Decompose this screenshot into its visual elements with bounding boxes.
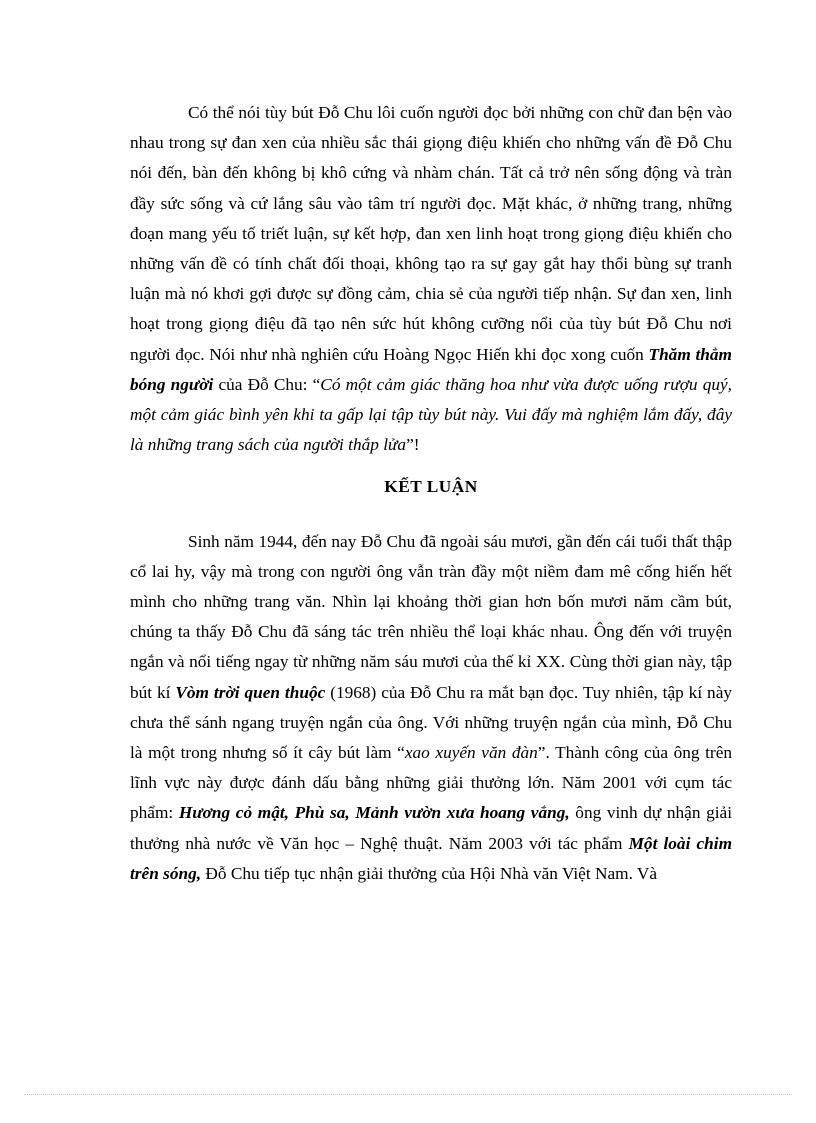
paragraph2-text: Sinh năm 1944, đến nay Đỗ Chu đã ngoài sáu mươi, gần đến cái tuổi thất thập cổ lai hy, vậy mà trong con người ông vẫn tràn đầy một niềm đam mê cống hiến hết mình cho những trang văn. Nhìn lại khoảng thời gian hơn bốn mươi năm cầm bút, chúng ta thấy Đỗ Chu đã sáng tác trên nhiều thể loại khác nhau. Ông đến với truyện ngắn và nổi tiếng ngay từ những năm sáu mươi của thế kỉ XX. Cùng thời gian này, tập bút kí [130, 531, 732, 702]
section-heading-ket-luan: KẾT LUẬN [384, 477, 478, 497]
book-titles-award-2001: Hương cỏ mật, Phù sa, Mảnh vườn xưa hoang vắng, [178, 803, 570, 823]
page-bottom-divider [24, 1094, 792, 1095]
paragraph1-text-2: của Đỗ Chu: “ [213, 374, 321, 394]
paragraph2-text-5: Đỗ Chu tiếp tục nhận giải thưởng của Hội Nhà văn Việt Nam. Và [201, 863, 658, 883]
paragraph2-text-3: ”. Thành công của ông trên lĩnh vực này được đánh dấu bằng những giải thưởng lớn. Năm 2001 với cụm tác phẩm: [130, 743, 733, 823]
book-title-vom-troi-quen-thuoc: Vòm trời quen thuộc [175, 682, 326, 702]
document-page [130, 98, 732, 889]
paragraph2-text-4: ông vinh dự nhận giải thưởng nhà nước về Văn học – Nghệ thuật. Năm 2003 với tác phẩm [130, 803, 733, 853]
paragraph2-text-2: (1968) của Đỗ Chu ra mắt bạn đọc. Tuy nhiên, tập kí này chưa thể sánh ngang truyện ngắn của ông. Với những truyện ngắn của mình, Đỗ Chu là một trong nhưng số ít cây bút làm “ [130, 682, 733, 763]
paragraph1-text-3: ”! [406, 435, 420, 455]
paragraph1-text: Có thể nói tùy bút Đỗ Chu lôi cuốn người đọc bởi những con chữ đan bện vào nhau trong sự đan xen của nhiều sắc thái giọng điệu khiến cho những vấn đề Đỗ Chu nói đến, bàn đến không bị khô cứng và nhàm chán. Tất cả trở nên sống động và tràn đầy sức sống và cứ lắng sâu vào tâm trí người đọc. Mặt khác, ở những trang, những đoạn mang yếu tố triết luận, sự kết hợp, đan xen linh hoạt trong giọng điệu khiến cho những vấn đề có tính chất đối thoại, không tạo ra sự gay gắt hay thổi bùng sự tranh luận mà nó khơi gợi được sự đồng cảm, chia sẻ của người tiếp nhận. Sự đan xen, linh hoạt trong giọng điệu đã tạo nên sức hút không cưỡng nổi của tùy bút Đỗ Chu nơi người đọc. Nói như nhà nghiên cứu Hoàng Ngọc Hiến khi đọc xong cuốn [130, 103, 732, 364]
book-title-tham-tham-bong-nguoi: Thăm thẳm bóng người [130, 344, 732, 394]
book-title-mot-loai-chim-tren-song: Một loài chim trên sóng, [130, 833, 733, 883]
hoang-ngoc-hien-quote: Có một cảm giác thăng hoa như vừa được uống rượu quý, một cảm giác bình yên khi ta gấp lại tập tùy bút này. Vui đấy mà nghiệm lắm đấy, đây là những trang sách của người thắp lửa [130, 374, 732, 455]
paragraph-tuy-but [130, 98, 732, 460]
xao-xuyen-van-dan-quote: xao xuyến văn đàn [404, 743, 538, 763]
paragraph-ket-luan [130, 527, 732, 889]
